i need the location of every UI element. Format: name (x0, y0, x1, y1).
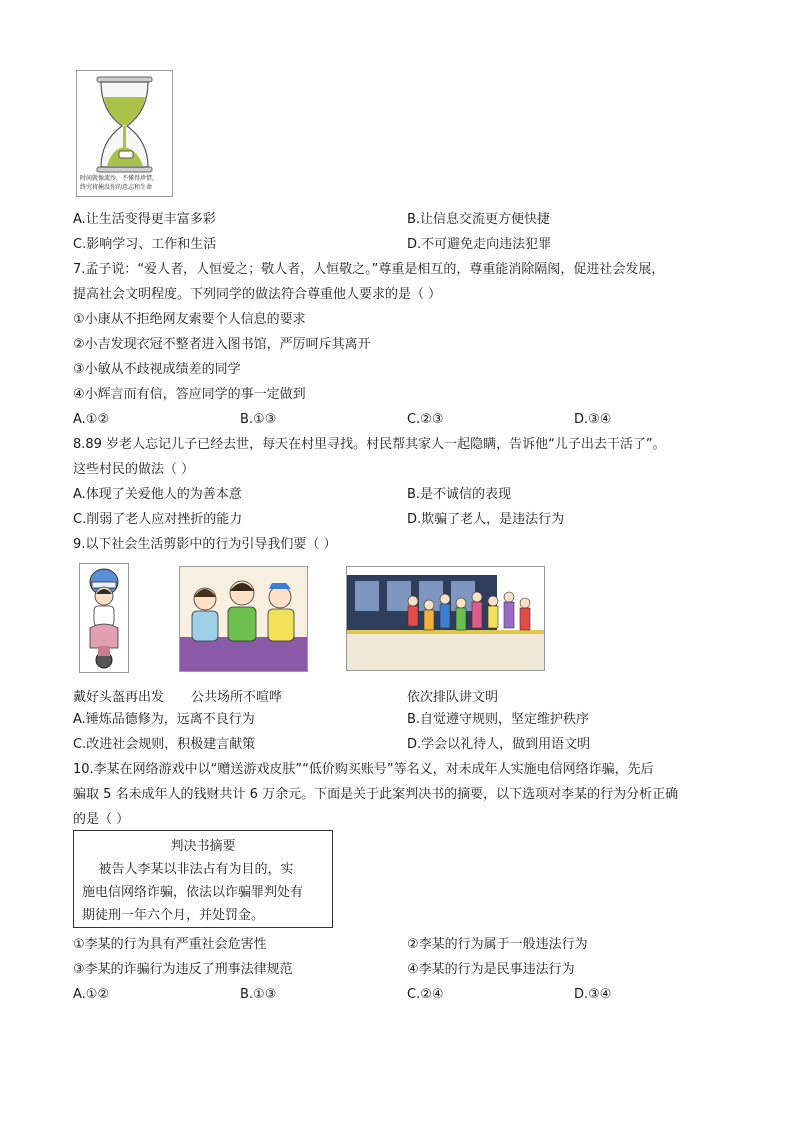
q6-option-c: C.影响学习、工作和生活 (73, 237, 217, 252)
q9-option-a: A.锤炼品德修为，远离不良行为 (73, 712, 255, 727)
verdict-title: 判决书摘要 (170, 839, 236, 854)
q10-stem-line2: 骗取 5 名未成年人的钱财共计 6 万余元。下面是关于此案判决书的摘要，以下选项对李某的行为分析正确 (73, 787, 679, 802)
q7-stem-line1: 7.孟子说：“爱人者，人恒爱之；敬人者，人恒敬之。”尊重是相互的，尊重能消除隔阂，促进社会发展， (73, 262, 665, 277)
hourglass-caption-line2: 终究将掩没你的意志和生命 (80, 184, 153, 191)
q7-stem-line2: 提高社会文明程度。下列同学的做法符合尊重他人要求的是（ ） (73, 287, 442, 302)
q10-option-b: B.①③ (240, 987, 277, 1002)
hourglass-caption-line1: 时间就像流沙，不懂得珍惜， (80, 175, 159, 182)
q9-caption-3: 依次排队讲文明 (407, 690, 499, 705)
q10-item-2: ②李某的行为属于一般违法行为 (407, 937, 588, 952)
verdict-summary-box (73, 830, 333, 928)
q9-image-quiet (179, 566, 308, 672)
q10-option-a: A.①② (73, 987, 110, 1002)
q9-stem: 9.以下社会生活剪影中的行为引导我们要（ ） (73, 537, 337, 552)
q9-image-helmet (79, 563, 129, 673)
q6-option-d: D.不可避免走向违法犯罪 (407, 237, 552, 252)
q7-item-4: ④小辉言而有信，答应同学的事一定做到 (73, 387, 306, 402)
q6-option-a: A.让生活变得更丰富多彩 (73, 212, 216, 227)
q10-option-d: D.③④ (574, 987, 612, 1002)
q10-option-c: C.②④ (407, 987, 444, 1002)
q9-option-c: C.改进社会规则，积极建言献策 (73, 737, 256, 752)
q8-option-a: A.体现了关爱他人的为善本意 (73, 487, 242, 502)
q8-stem-line2: 这些村民的做法（ ） (73, 462, 195, 477)
q10-item-3: ③李某的诈骗行为违反了刑事法律规范 (73, 962, 293, 977)
q7-item-1: ①小康从不拒绝网友索要个人信息的要求 (73, 312, 306, 327)
helmet-rider-icon (80, 564, 128, 672)
verdict-line-1: 被告人李某以非法占有为目的，实 (82, 862, 294, 877)
q8-option-c: C.削弱了老人应对挫折的能力 (73, 512, 243, 527)
q10-stem-line3: 的是（ ） (73, 812, 130, 827)
hourglass-image (76, 70, 173, 197)
q8-option-b: B.是不诚信的表现 (407, 487, 512, 502)
q9-caption-2: 公共场所不喧哗 (191, 690, 283, 705)
q9-caption-1: 戴好头盔再出发 (73, 690, 165, 705)
verdict-line-3: 期徒刑一年六个月，并处罚金。 (82, 908, 265, 923)
audience-icon (180, 567, 307, 671)
verdict-line-2: 施电信网络诈骗，依法以诈骗罪判处有 (82, 885, 304, 900)
q7-option-a: A.①② (73, 412, 110, 427)
q7-item-2: ②小吉发现衣冠不整者进入图书馆，严厉呵斥其离开 (73, 337, 371, 352)
q6-option-b: B.让信息交流更方便快捷 (407, 212, 551, 227)
q7-option-d: D.③④ (574, 412, 612, 427)
q10-stem-line1: 10.李某在网络游戏中以“赠送游戏皮肤”“低价购买账号”等名义，对未成年人实施电信网络诈骗，先后 (73, 762, 654, 777)
queue-icon (347, 567, 544, 670)
q7-option-c: C.②③ (407, 412, 444, 427)
q7-option-b: B.①③ (240, 412, 277, 427)
q7-item-3: ③小敏从不歧视成绩差的同学 (73, 362, 241, 377)
q9-image-queue (346, 566, 545, 671)
hourglass-icon (77, 71, 172, 176)
q9-option-d: D.学会以礼待人，做到用语文明 (407, 737, 591, 752)
q10-item-1: ①李某的行为具有严重社会危害性 (73, 937, 267, 952)
q9-option-b: B.自觉遵守规则，坚定维护秩序 (407, 712, 590, 727)
q8-stem-line1: 8.89 岁老人忘记儿子已经去世，每天在村里寻找。村民帮其家人一起隐瞒，告诉他“儿子出去干活了”。 (73, 437, 666, 452)
q10-item-4: ④李某的行为是民事违法行为 (407, 962, 575, 977)
q8-option-d: D.欺骗了老人，是违法行为 (407, 512, 565, 527)
